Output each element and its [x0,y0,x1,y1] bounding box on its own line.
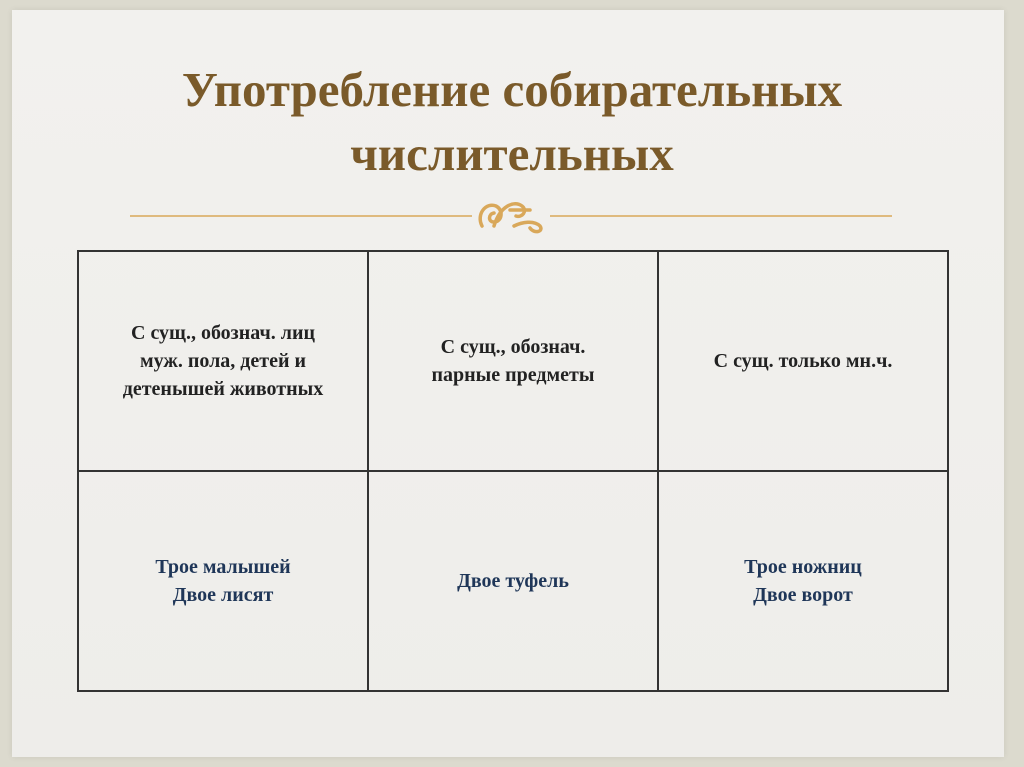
cell-line: муж. пола, детей и [139,350,307,372]
title-divider [130,196,892,236]
header-cell-persons [78,251,368,471]
cell-line: Двое лисят [172,584,274,606]
header-cell-paired-objects [368,251,658,471]
example-cell-paired-objects [368,471,658,691]
header-cell-plural-only [658,251,948,471]
cell-line: Трое малышей [155,556,291,578]
cell-line: Двое туфель [457,570,569,592]
table-example-row [78,471,948,691]
cell-line: С сущ., обознач. [440,336,586,358]
cell-line: С сущ., обознач. лиц [131,322,315,344]
cell-line: детенышей животных [122,378,324,400]
table-header-row [78,251,948,471]
cell-line: Трое ножниц [744,556,862,578]
cell-line: парные предметы [431,364,595,386]
cell-line: С сущ. только мн.ч. [713,350,893,372]
example-cell-persons [78,471,368,691]
cell-line: Двое ворот [753,584,853,606]
slide-title [0,58,1024,186]
title-line-1: Употребление собирательных [181,62,843,117]
scroll-flourish-icon [480,204,541,232]
collective-numerals-table [77,250,949,692]
title-line-2: числительных [350,126,674,181]
example-cell-plural-only [658,471,948,691]
